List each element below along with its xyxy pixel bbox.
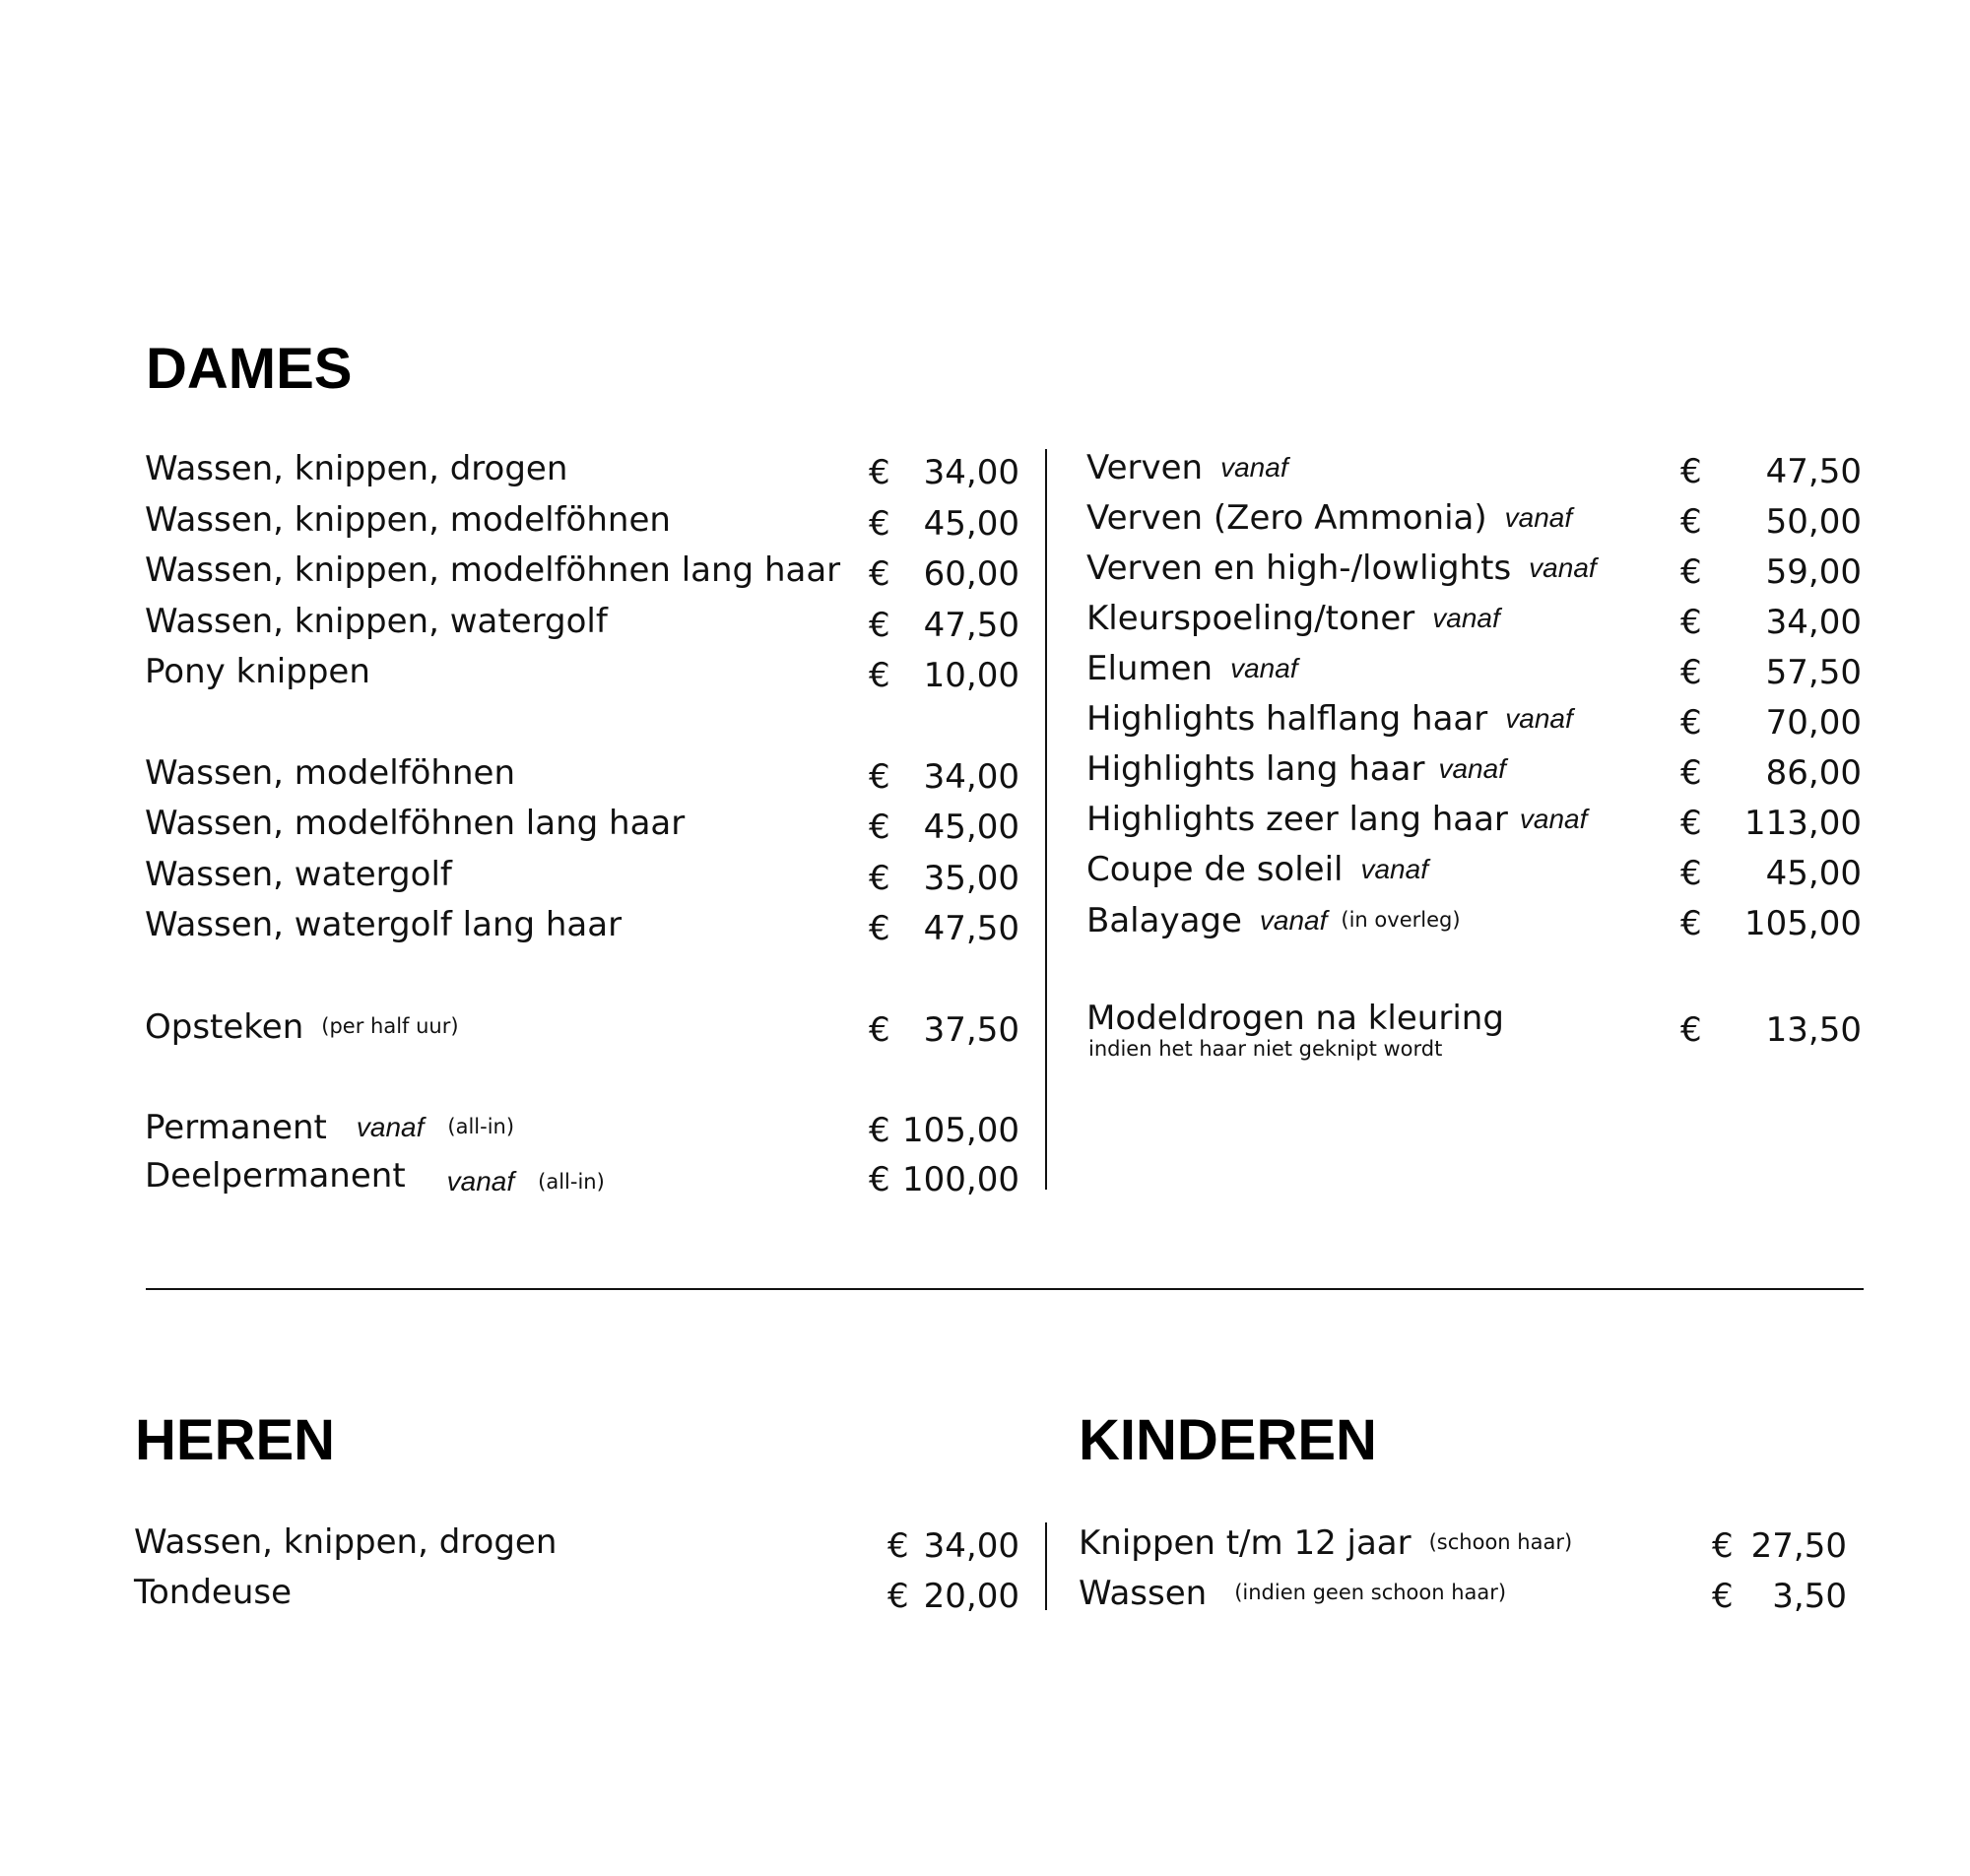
service-name: Deelpermanent bbox=[145, 1156, 406, 1196]
currency-symbol: € bbox=[869, 606, 890, 645]
price-row bbox=[1086, 794, 1862, 845]
price-row bbox=[145, 545, 1019, 596]
price-row bbox=[1086, 643, 1862, 694]
price-row bbox=[1086, 844, 1862, 895]
currency-symbol: € bbox=[1680, 904, 1702, 943]
price-row bbox=[145, 596, 1019, 647]
price-amount: 60,00 bbox=[923, 554, 1019, 594]
price-row bbox=[1086, 543, 1862, 594]
service-note: (all-in) bbox=[538, 1170, 605, 1194]
service-name: Verven (Zero Ammonia) bbox=[1086, 498, 1487, 538]
price-row bbox=[1086, 693, 1862, 744]
price-row bbox=[145, 849, 1019, 900]
currency-symbol: € bbox=[1680, 502, 1702, 542]
service-name: Knippen t/m 12 jaar bbox=[1079, 1523, 1412, 1563]
price-amount: 113,00 bbox=[1744, 804, 1862, 843]
currency-symbol: € bbox=[869, 808, 890, 847]
currency-symbol: € bbox=[1680, 753, 1702, 793]
service-name: Verven en high-/lowlights bbox=[1086, 549, 1512, 588]
price-amount: 100,00 bbox=[902, 1160, 1019, 1199]
price-amount: 45,00 bbox=[923, 808, 1019, 847]
currency-symbol: € bbox=[1680, 1010, 1702, 1050]
service-name: Wassen, knippen, modelföhnen bbox=[145, 500, 671, 540]
service-name: Pony knippen bbox=[145, 652, 370, 691]
currency-symbol: € bbox=[869, 1111, 890, 1150]
vanaf-label: vanaf bbox=[1220, 452, 1288, 483]
vanaf-label: vanaf bbox=[356, 1112, 425, 1142]
price-amount: 20,00 bbox=[923, 1577, 1019, 1616]
service-name: Coupe de soleil bbox=[1086, 850, 1344, 889]
vanaf-label: vanaf bbox=[1360, 854, 1428, 884]
price-row bbox=[134, 1517, 1019, 1568]
price-row bbox=[1086, 492, 1862, 544]
price-amount: 34,00 bbox=[923, 1526, 1019, 1566]
price-row bbox=[1079, 1517, 1847, 1568]
currency-symbol: € bbox=[869, 909, 890, 948]
price-row bbox=[145, 646, 1019, 697]
price-amount: 27,50 bbox=[1750, 1526, 1847, 1566]
kinderen-heading: KINDEREN bbox=[1079, 1408, 1377, 1472]
price-row bbox=[1086, 442, 1862, 493]
currency-symbol: € bbox=[869, 656, 890, 695]
vanaf-label: vanaf bbox=[1504, 502, 1573, 533]
price-row bbox=[145, 443, 1019, 494]
currency-symbol: € bbox=[869, 1160, 890, 1199]
service-name: Wassen, modelföhnen bbox=[145, 753, 515, 793]
column-divider bbox=[1045, 449, 1047, 1190]
service-name: Highlights lang haar bbox=[1086, 749, 1425, 789]
price-amount: 45,00 bbox=[1765, 854, 1862, 893]
price-amount: 70,00 bbox=[1765, 703, 1862, 743]
price-amount: 50,00 bbox=[1765, 502, 1862, 542]
service-name: Opsteken bbox=[145, 1007, 304, 1047]
vanaf-label: vanaf bbox=[1438, 753, 1506, 784]
price-row bbox=[1086, 993, 1862, 1066]
service-name: Wassen, knippen, watergolf bbox=[145, 602, 608, 641]
service-name: Permanent bbox=[145, 1108, 327, 1147]
column-divider bbox=[1045, 1522, 1047, 1610]
service-name: Wassen, watergolf bbox=[145, 855, 452, 894]
price-row bbox=[145, 1101, 1019, 1152]
service-note: (indien geen schoon haar) bbox=[1234, 1581, 1507, 1604]
price-amount: 37,50 bbox=[923, 1010, 1019, 1050]
service-note: (per half uur) bbox=[321, 1014, 459, 1038]
vanaf-label: vanaf bbox=[1519, 804, 1588, 834]
service-name: Wassen, modelföhnen lang haar bbox=[145, 804, 686, 843]
price-amount: 13,50 bbox=[1765, 1010, 1862, 1050]
service-name: Elumen bbox=[1086, 649, 1214, 688]
currency-symbol: € bbox=[1680, 854, 1702, 893]
currency-symbol: € bbox=[869, 504, 890, 544]
currency-symbol: € bbox=[1712, 1577, 1734, 1616]
price-row bbox=[145, 1001, 1019, 1052]
service-name: Kleurspoeling/toner bbox=[1086, 599, 1415, 638]
currency-symbol: € bbox=[887, 1577, 909, 1616]
price-amount: 34,00 bbox=[923, 757, 1019, 797]
service-name: Balayage bbox=[1086, 901, 1242, 940]
service-note: (all-in) bbox=[447, 1115, 515, 1138]
service-name: Tondeuse bbox=[134, 1573, 293, 1612]
vanaf-label: vanaf bbox=[1432, 603, 1500, 633]
service-name: Highlights zeer lang haar bbox=[1086, 800, 1508, 839]
service-note: (in overleg) bbox=[1341, 908, 1461, 932]
price-amount: 86,00 bbox=[1765, 753, 1862, 793]
currency-symbol: € bbox=[1680, 552, 1702, 592]
vanaf-label: vanaf bbox=[1529, 552, 1597, 583]
price-amount: 34,00 bbox=[1765, 603, 1862, 642]
price-row bbox=[134, 1567, 1019, 1618]
price-amount: 3,50 bbox=[1772, 1577, 1847, 1616]
service-name: Verven bbox=[1086, 448, 1204, 487]
currency-symbol: € bbox=[869, 757, 890, 797]
service-subnote: indien het haar niet geknipt wordt bbox=[1088, 1037, 1443, 1061]
service-name: Wassen, knippen, modelföhnen lang haar bbox=[145, 550, 841, 590]
section-divider bbox=[146, 1288, 1864, 1290]
service-name: Wassen bbox=[1079, 1574, 1208, 1613]
currency-symbol: € bbox=[1680, 603, 1702, 642]
vanaf-label: vanaf bbox=[1230, 653, 1298, 683]
vanaf-label: vanaf bbox=[1259, 905, 1328, 936]
currency-symbol: € bbox=[1712, 1526, 1734, 1566]
currency-symbol: € bbox=[869, 453, 890, 492]
currency-symbol: € bbox=[1680, 804, 1702, 843]
price-row bbox=[1086, 744, 1862, 795]
price-row bbox=[145, 899, 1019, 950]
currency-symbol: € bbox=[1680, 653, 1702, 692]
price-row bbox=[1086, 894, 1862, 945]
currency-symbol: € bbox=[1680, 452, 1702, 491]
price-amount: 45,00 bbox=[923, 504, 1019, 544]
currency-symbol: € bbox=[887, 1526, 909, 1566]
price-row bbox=[145, 798, 1019, 849]
price-amount: 47,50 bbox=[923, 606, 1019, 645]
price-amount: 47,50 bbox=[1765, 452, 1862, 491]
service-name: Highlights halflang haar bbox=[1086, 699, 1488, 739]
heren-heading: HEREN bbox=[135, 1408, 336, 1472]
vanaf-label: vanaf bbox=[1505, 703, 1573, 734]
price-amount: 57,50 bbox=[1765, 653, 1862, 692]
service-name: Modeldrogen na kleuring bbox=[1086, 999, 1504, 1038]
price-row bbox=[1086, 593, 1862, 644]
currency-symbol: € bbox=[869, 554, 890, 594]
service-name: Wassen, watergolf lang haar bbox=[145, 905, 623, 944]
dames-heading: DAMES bbox=[146, 337, 353, 401]
currency-symbol: € bbox=[869, 859, 890, 898]
price-amount: 10,00 bbox=[923, 656, 1019, 695]
vanaf-label: vanaf bbox=[446, 1166, 515, 1197]
service-name: Wassen, knippen, drogen bbox=[145, 449, 568, 488]
price-row bbox=[145, 747, 1019, 799]
price-amount: 59,00 bbox=[1765, 552, 1862, 592]
price-amount: 34,00 bbox=[923, 453, 1019, 492]
price-amount: 105,00 bbox=[1744, 904, 1862, 943]
price-amount: 47,50 bbox=[923, 909, 1019, 948]
price-row bbox=[145, 494, 1019, 546]
service-note: (schoon haar) bbox=[1428, 1530, 1573, 1554]
price-amount: 35,00 bbox=[923, 859, 1019, 898]
service-name: Wassen, knippen, drogen bbox=[134, 1522, 558, 1562]
price-amount: 105,00 bbox=[902, 1111, 1019, 1150]
currency-symbol: € bbox=[1680, 703, 1702, 743]
price-row bbox=[1079, 1567, 1847, 1618]
price-row bbox=[145, 1150, 1019, 1201]
currency-symbol: € bbox=[869, 1010, 890, 1050]
